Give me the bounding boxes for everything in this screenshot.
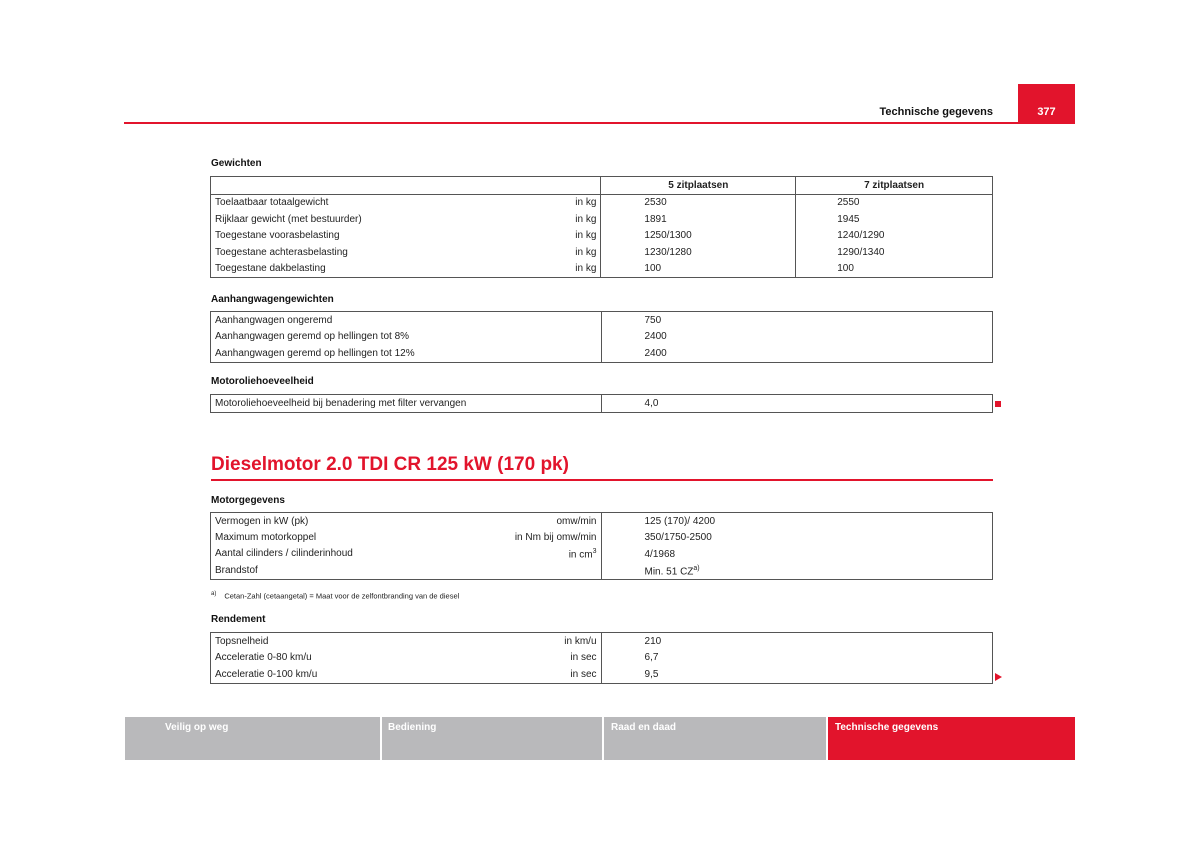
row-label: Vermogen in kW (pk) <box>215 515 309 527</box>
row-label: Rijklaar gewicht (met bestuurder) <box>215 213 362 225</box>
row-value: 2400 <box>601 329 993 346</box>
footnote-mark: a) <box>211 591 217 597</box>
table-row <box>211 633 993 650</box>
table-row <box>211 329 993 346</box>
row-value: 1240/1290 <box>796 228 993 245</box>
row-unit: in kg <box>575 197 597 209</box>
row-unit: in kg <box>575 230 597 242</box>
row-label: Toegestane dakbelasting <box>215 263 326 275</box>
row-value: 1230/1280 <box>601 244 796 261</box>
row-label: Aanhangwagen geremd op hellingen tot 12% <box>211 345 602 362</box>
row-label: Acceleratie 0-100 km/u <box>215 668 318 680</box>
table-header-row <box>211 177 993 195</box>
column-header: 7 zitplaatsen <box>796 177 993 195</box>
nav-tab-veilig-op-weg[interactable]: Veilig op weg <box>125 717 380 760</box>
row-value: 1290/1340 <box>796 244 993 261</box>
continue-arrow-icon <box>995 673 1002 681</box>
row-unit: in kg <box>575 213 597 225</box>
row-value: 9,5 <box>601 666 992 683</box>
row-unit: in kg <box>575 246 597 258</box>
trailer-table <box>210 311 993 363</box>
weights-table <box>210 176 993 278</box>
performance-heading: Rendement <box>211 614 266 625</box>
table-row <box>211 211 993 228</box>
table-row <box>211 530 993 547</box>
row-label: Topsnelheid <box>215 635 269 647</box>
trailer-heading: Aanhangwagengewichten <box>211 294 334 305</box>
row-label: Motoroliehoeveelheid bij benadering met filter vervangen <box>211 395 602 413</box>
row-unit: in sec <box>570 668 597 680</box>
engine-table <box>210 512 993 580</box>
table-row <box>211 261 993 278</box>
row-value: 100 <box>601 261 796 278</box>
weights-heading: Gewichten <box>211 158 262 169</box>
section-title: Technische gegevens <box>879 106 993 118</box>
page-number-box <box>1018 84 1075 124</box>
table-row <box>211 194 993 211</box>
table-row <box>211 513 993 530</box>
row-value: 2550 <box>796 194 993 211</box>
row-unit: in kg <box>575 263 597 275</box>
chapter-title-rule <box>211 479 993 481</box>
row-label: Aantal cilinders / cilinderinhoud <box>215 548 353 560</box>
row-value: 1250/1300 <box>601 228 796 245</box>
table-row <box>211 312 993 329</box>
row-label: Toegestane achterasbelasting <box>215 246 348 258</box>
header-rule <box>124 122 1019 124</box>
row-unit: in Nm bij omw/min <box>514 532 597 544</box>
row-value: 100 <box>796 261 993 278</box>
row-value: 125 (170)/ 4200 <box>601 513 993 530</box>
row-value: 6,7 <box>601 650 992 667</box>
row-value: 4/1968 <box>601 546 993 563</box>
row-unit: in $cm^3$ <box>568 548 597 561</box>
table-row <box>211 395 993 413</box>
row-label: Maximum motorkoppel <box>215 532 317 544</box>
section-end-marker <box>995 401 1001 407</box>
table-row <box>211 228 993 245</box>
table-row <box>211 666 993 683</box>
table-row <box>211 244 993 261</box>
row-label: Acceleratie 0-80 km/u <box>215 652 312 664</box>
table-header-empty <box>211 177 601 195</box>
column-header: 5 zitplaatsen <box>601 177 796 195</box>
row-value: 2400 <box>601 345 993 362</box>
row-value: 350/1750-2500 <box>601 530 993 547</box>
footnote-text: Cetan-Zahl (cetaangetal) = Maat voor de zelfontbranding van de diesel <box>224 591 460 601</box>
row-unit: omw/min <box>556 515 597 527</box>
nav-tab-bediening[interactable]: Bediening <box>382 717 602 760</box>
footnote <box>211 591 459 601</box>
row-value: 210 <box>601 633 992 650</box>
nav-tab-raad-en-daad[interactable]: Raad en daad <box>604 717 826 760</box>
table-row <box>211 345 993 362</box>
footnote-reference: a) <box>693 564 700 572</box>
table-row <box>211 546 993 563</box>
row-label: Toegestane voorasbelasting <box>215 230 340 242</box>
row-value: 1945 <box>796 211 993 228</box>
row-label: Aanhangwagen ongeremd <box>211 312 602 329</box>
chapter-title: Dieselmotor 2.0 TDI CR 125 kW (170 pk) <box>211 454 569 475</box>
row-value: 4,0 <box>601 395 992 413</box>
row-label: Brandstof <box>215 565 258 577</box>
row-value: Min. 51 CZ$^{a)}$ <box>601 563 993 580</box>
row-label: Toelaatbaar totaalgewicht <box>215 197 329 209</box>
engine-heading: Motorgegevens <box>211 495 285 506</box>
row-value: 1891 <box>601 211 796 228</box>
row-value: 2530 <box>601 194 796 211</box>
table-row <box>211 563 993 580</box>
row-label: Aanhangwagen geremd op hellingen tot 8% <box>211 329 602 346</box>
table-row <box>211 650 993 667</box>
row-unit: in km/u <box>564 635 597 647</box>
performance-table <box>210 632 993 684</box>
page-number: 377 <box>1037 106 1056 118</box>
row-value: 750 <box>601 312 993 329</box>
oil-heading: Motoroliehoeveelheid <box>211 376 314 387</box>
oil-table <box>210 394 993 413</box>
nav-tab-technische-gegevens[interactable]: Technische gegevens <box>828 717 1075 760</box>
row-unit: in sec <box>570 652 597 664</box>
